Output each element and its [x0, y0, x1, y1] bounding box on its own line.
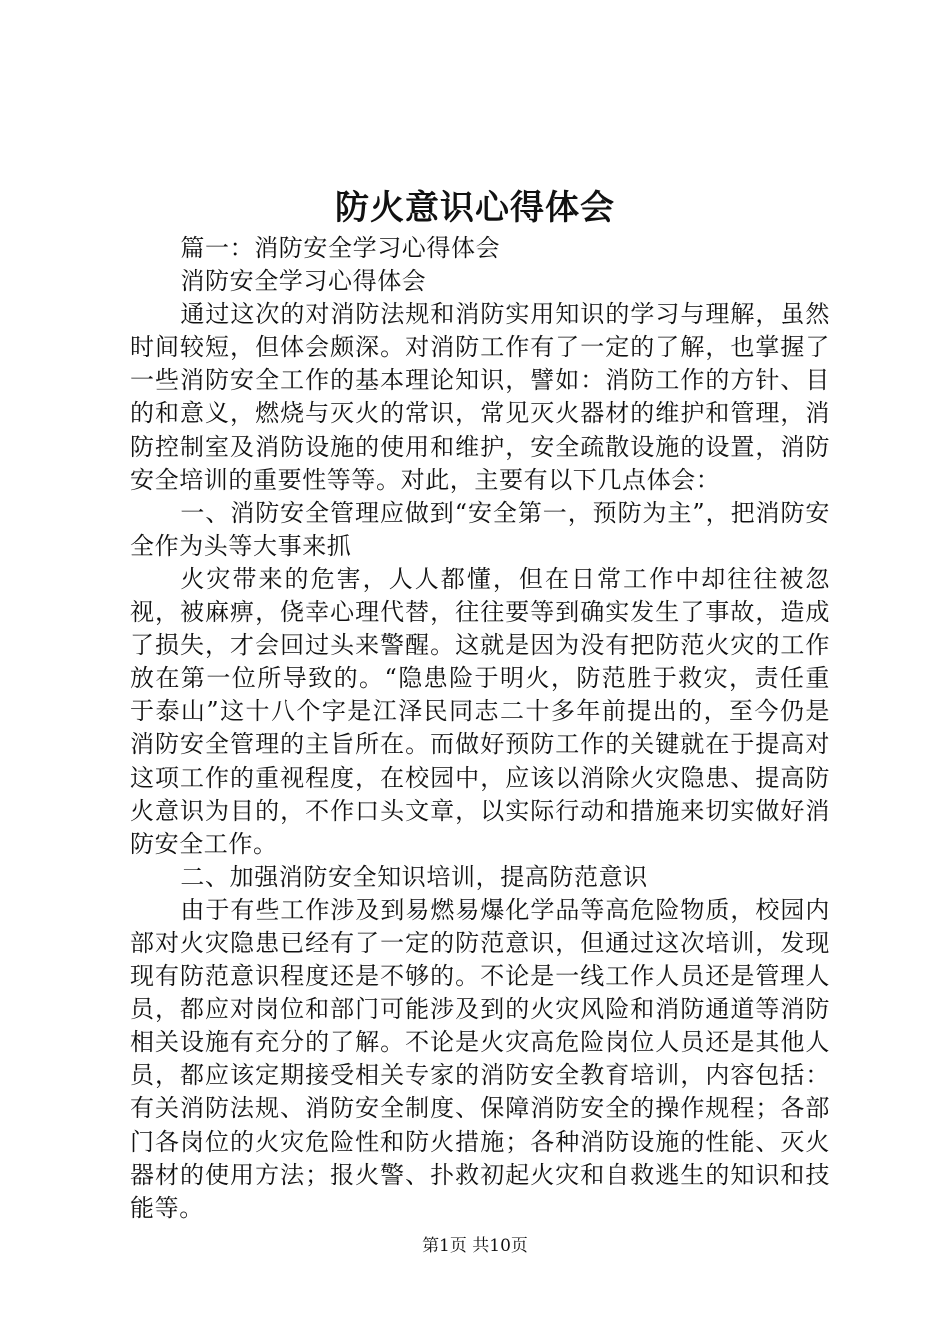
body-paragraph: 由于有些工作涉及到易燃易爆化学品等高危险物质，校园内部对火灾隐患已经有了一定的防范意识，但通过这次培训，发现现有防范意识程度还是不够的。不论是一线工作人员还是管理人员，都应对岗位和部门可能涉及到的火灾风险和消防通道等消防相关设施有充分的了解。不论是火灾高危险岗位人员还是其他人员，都应该定期接受相关专家的消防安全教育培训，内容包括：有关消防法规、消防安全制度、保障消防安全的操作规程；各部门各岗位的火灾危险性和防火措施；各种消防设施的性能、灭火器材的使用方法；报火警、扑救初起火灾和自救逃生的知识和技能等。 — [130, 895, 830, 1222]
section-heading: 篇一：消防安全学习心得体会 — [180, 234, 501, 262]
document-body — [130, 232, 830, 1225]
body-paragraph: 火灾带来的危害，人人都懂，但在日常工作中却往往被忽视，被麻痹，侥幸心理代替，往往要等到确实发生了事故，造成了损失，才会回过头来警醒。这就是因为没有把防范火灾的工作放在第一位所导致的。“隐患险于明火，防范胜于救灾，责任重于泰山”这十八个字是江泽民同志二十多年前提出的，至今仍是消防安全管理的主旨所在。而做好预防工作的关键就在于提高对这项工作的重视程度，在校园中，应该以消除火灾隐患、提高防火意识为目的，不作口头文章，以实际行动和措施来切实做好消防安全工作。 — [130, 564, 830, 858]
document-title: 防火意识心得体会 — [335, 188, 615, 228]
body-paragraph: 通过这次的对消防法规和消防实用知识的学习与理解，虽然时间较短，但体会颇深。对消防工作有了一定的了解，也掌握了一些消防安全工作的基本理论知识，譬如：消防工作的方针、目的和意义，燃烧与灭火的常识，常见灭火器材的维护和管理，消防控制室及消防设施的使用和维护，安全疏散设施的设置，消防安全培训的重要性等等。对此，主要有以下几点体会： — [130, 300, 830, 494]
page-number-footer: 第1页 共10页 — [422, 1236, 528, 1256]
article-subtitle: 消防安全学习心得体会 — [180, 267, 427, 296]
point-heading: 二、加强消防安全知识培训，提高防范意识 — [180, 862, 648, 891]
point-heading: 一、消防安全管理应做到“安全第一，预防为主”，把消防安全作为头等大事来抓 — [130, 498, 830, 560]
